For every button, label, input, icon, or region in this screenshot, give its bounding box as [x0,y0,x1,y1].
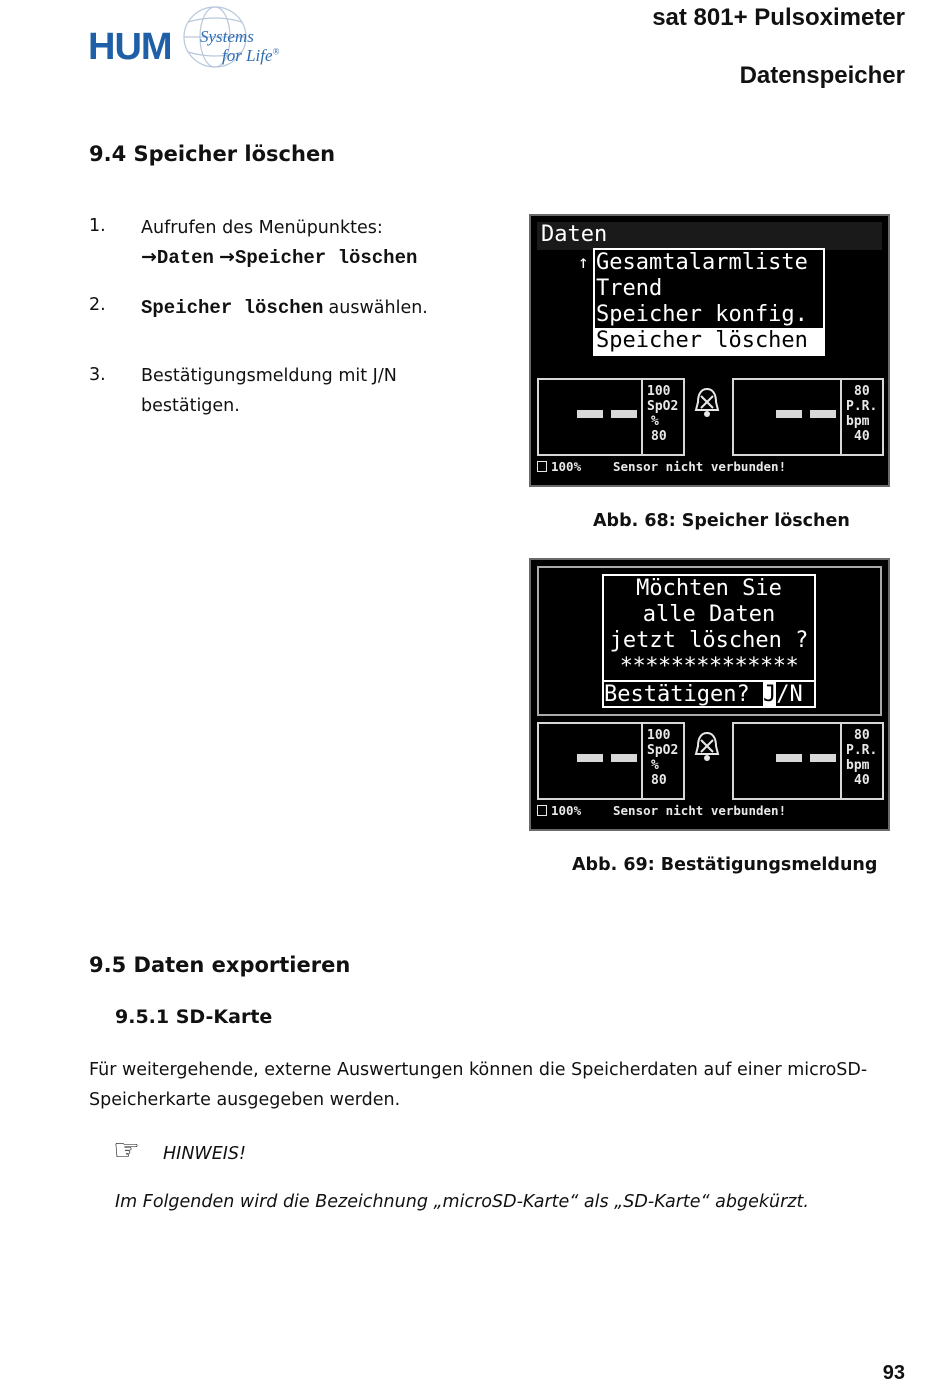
paragraph-line: Für weitergehende, externe Auswertungen können die Speicherdaten auf einer microSD- [89,1060,868,1080]
menu-list [593,248,825,356]
step-number: 3. [89,365,106,385]
menu-path-item: Daten [156,247,214,269]
pulse-rate-panel [732,378,884,456]
dialog-line: Möchten Sie [636,576,782,601]
logo-tagline-1: Systems [200,27,254,46]
step-3-text: Bestätigungsmeldung mit J/N [141,366,397,386]
alarm-muted-bell-icon [693,386,721,420]
section-heading-9-5: 9.5 Daten exportieren [89,953,351,977]
section-heading-9-4: 9.4 Speicher löschen [89,142,336,166]
hum-logo [88,4,298,70]
arrow-right-icon: → [141,246,157,268]
spo2-value-dash [577,410,603,418]
confirm-yes-option[interactable]: J [762,682,777,707]
logo-tagline-2: for Life® [222,46,280,65]
device-screen-confirm [529,558,890,831]
figure-caption: Abb. 69: Bestätigungsmeldung [572,855,878,875]
paragraph-line: Speicherkarte ausgegeben werden. [89,1090,401,1110]
pr-value-dash [776,754,802,762]
confirm-no-option[interactable]: /N [776,682,803,707]
menu-path-item: Speicher löschen [234,247,418,269]
pointing-hand-icon: ☞ [113,1133,140,1168]
confirm-dialog [602,574,816,708]
pr-value-dash [776,410,802,418]
spo2-panel [537,378,685,456]
menu-item: Speicher konfig. [596,302,808,327]
step-1-text: Aufrufen des Menüpunktes: [141,218,383,238]
spo2-scale: 100 SpO2 % 80 [647,728,679,788]
chapter-title: Datenspeicher [739,62,905,89]
arrow-right-icon: → [219,246,235,268]
spo2-scale: 100 SpO2 % 80 [647,384,679,444]
pr-scale: 80 P.R. bpm 40 [846,728,878,788]
screen-title: Daten [541,222,608,247]
hint-text: Im Folgenden wird die Bezeichnung „microSD-Karte“ als „SD-Karte“ abgekürzt. [115,1192,809,1212]
page-number: 93 [882,1362,905,1384]
pr-scale: 80 P.R. bpm 40 [846,384,878,444]
status-message: Sensor nicht verbunden! [613,459,787,474]
spo2-value-dash [611,754,637,762]
dialog-line: alle Daten [642,602,776,627]
spo2-value-dash [577,754,603,762]
hint-label: HINWEIS! [163,1144,247,1164]
spo2-panel [537,722,685,800]
step-3-text-cont: bestätigen. [141,396,240,416]
spo2-value-dash [611,410,637,418]
dialog-separator: ************** [619,654,799,679]
logo-wordmark: HUM [88,26,172,68]
dialog-line: jetzt löschen ? [609,628,809,653]
pulse-rate-panel [732,722,884,800]
step-2-text: Speicher löschen auswählen. [141,297,428,319]
scroll-up-icon: ↑ [578,252,589,273]
pr-value-dash [810,410,836,418]
menu-item-selected: Speicher löschen [595,328,823,354]
confirm-prompt: Bestätigen? J/N [604,680,814,708]
menu-item: Trend [596,276,663,301]
figure-caption: Abb. 68: Speicher löschen [593,511,850,531]
device-screen-menu [529,214,890,487]
menu-item: Gesamtalarmliste [596,250,808,275]
battery-icon [537,805,547,816]
battery-level: 100% [551,459,582,474]
alarm-muted-bell-icon [693,730,721,764]
pr-value-dash [810,754,836,762]
document-title: sat 801+ Pulsoximeter [652,4,905,31]
step-number: 1. [89,216,106,236]
step-number: 2. [89,295,106,315]
subsection-heading: 9.5.1 SD-Karte [115,1006,273,1028]
battery-icon [537,461,547,472]
battery-level: 100% [551,803,582,818]
status-message: Sensor nicht verbunden! [613,803,787,818]
menu-path [141,246,417,269]
